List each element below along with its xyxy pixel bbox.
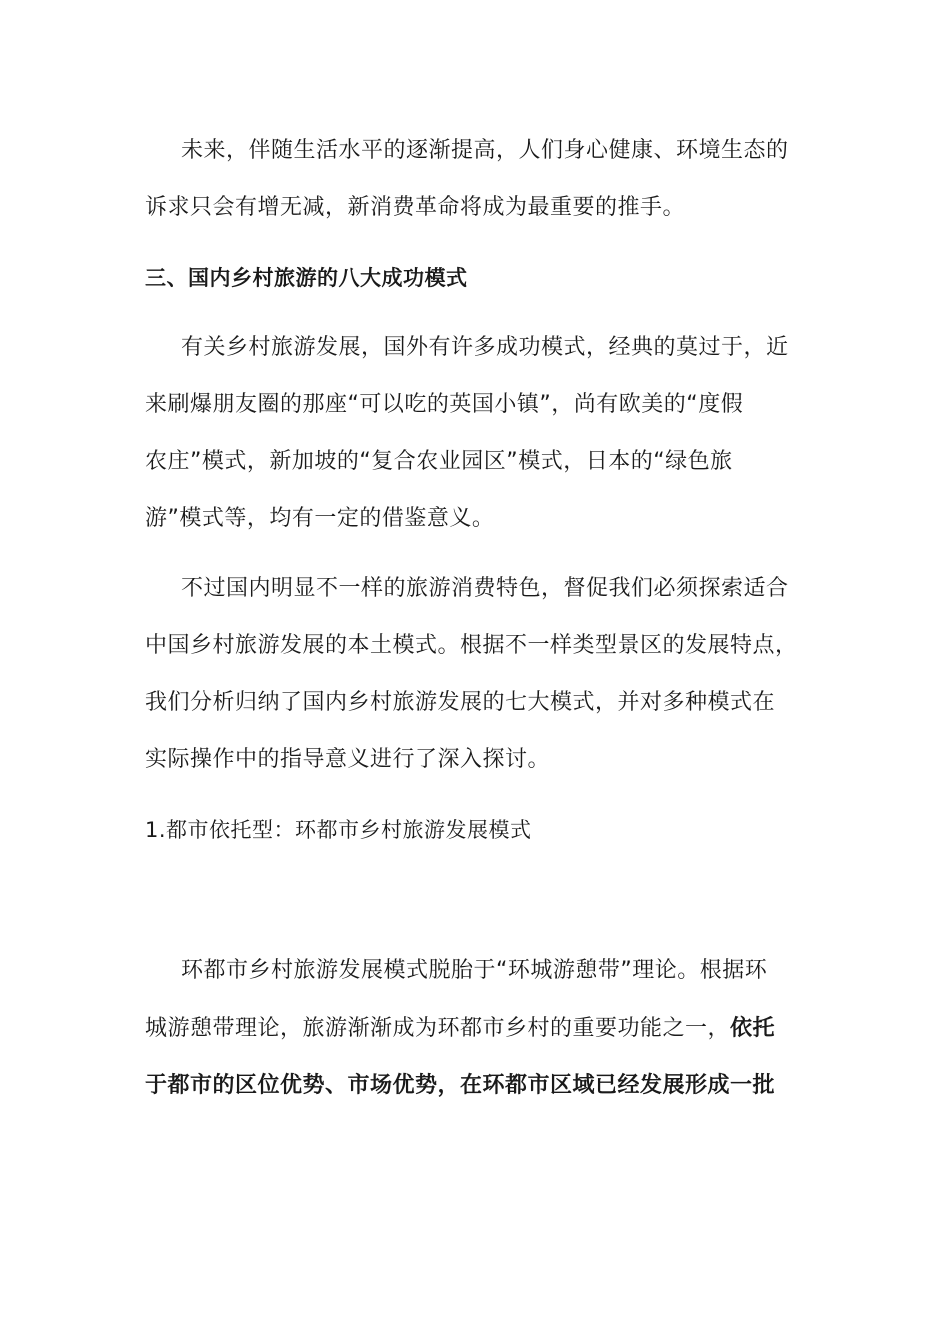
- paragraph-4-line-1: 环都市乡村旅游发展模式脱胎于“环城游憩带”理论。根据环: [181, 958, 768, 983]
- paragraph-3-line-4: 实际操作中的指导意义进行了深入探讨。: [145, 747, 551, 772]
- paragraph-4-line-2-bold: 依托: [730, 1016, 776, 1041]
- paragraph-3-line-2: 中国乡村旅游发展的本土模式。根据不一样类型景区的发展特点，: [145, 633, 798, 658]
- paragraph-2-line-4: 游”模式等，均有一定的借鉴意义。: [145, 506, 495, 531]
- paragraph-2-line-3: 农庄”模式，新加坡的“复合农业园区”模式，日本的“绿色旅: [145, 449, 733, 474]
- paragraph-4-line-3: 于都市的区位优势、市场优势，在环都市区域已经发展形成一批: [145, 1073, 776, 1098]
- paragraph-3-line-1: 不过国内明显不一样的旅游消费特色，督促我们必须探索适合: [181, 576, 789, 601]
- paragraph-2-line-2: 来刷爆朋友圈的那座“可以吃的英国小镇”，尚有欧美的“度假: [145, 392, 744, 417]
- subheading: 1.都市依托型：环都市乡村旅游发展模式: [145, 818, 532, 842]
- paragraph-4-line-2-normal: 城游憩带理论，旅游渐渐成为环都市乡村的重要功能之一，: [145, 1016, 731, 1041]
- paragraph-1-line-1: 未来，伴随生活水平的逐渐提高，人们身心健康、环境生态的: [181, 138, 789, 163]
- paragraph-4-line-2: [145, 1014, 775, 1044]
- paragraph-2-line-1: 有关乡村旅游发展，国外有许多成功模式，经典的莫过于，近: [181, 335, 789, 360]
- paragraph-3-line-3: 我们分析归纳了国内乡村旅游发展的七大模式，并对多种模式在: [145, 690, 776, 715]
- paragraph-1-line-2: 诉求只会有增无减，新消费革命将成为最重要的推手。: [145, 195, 686, 220]
- section-heading: 三、国内乡村旅游的八大成功模式: [145, 266, 468, 290]
